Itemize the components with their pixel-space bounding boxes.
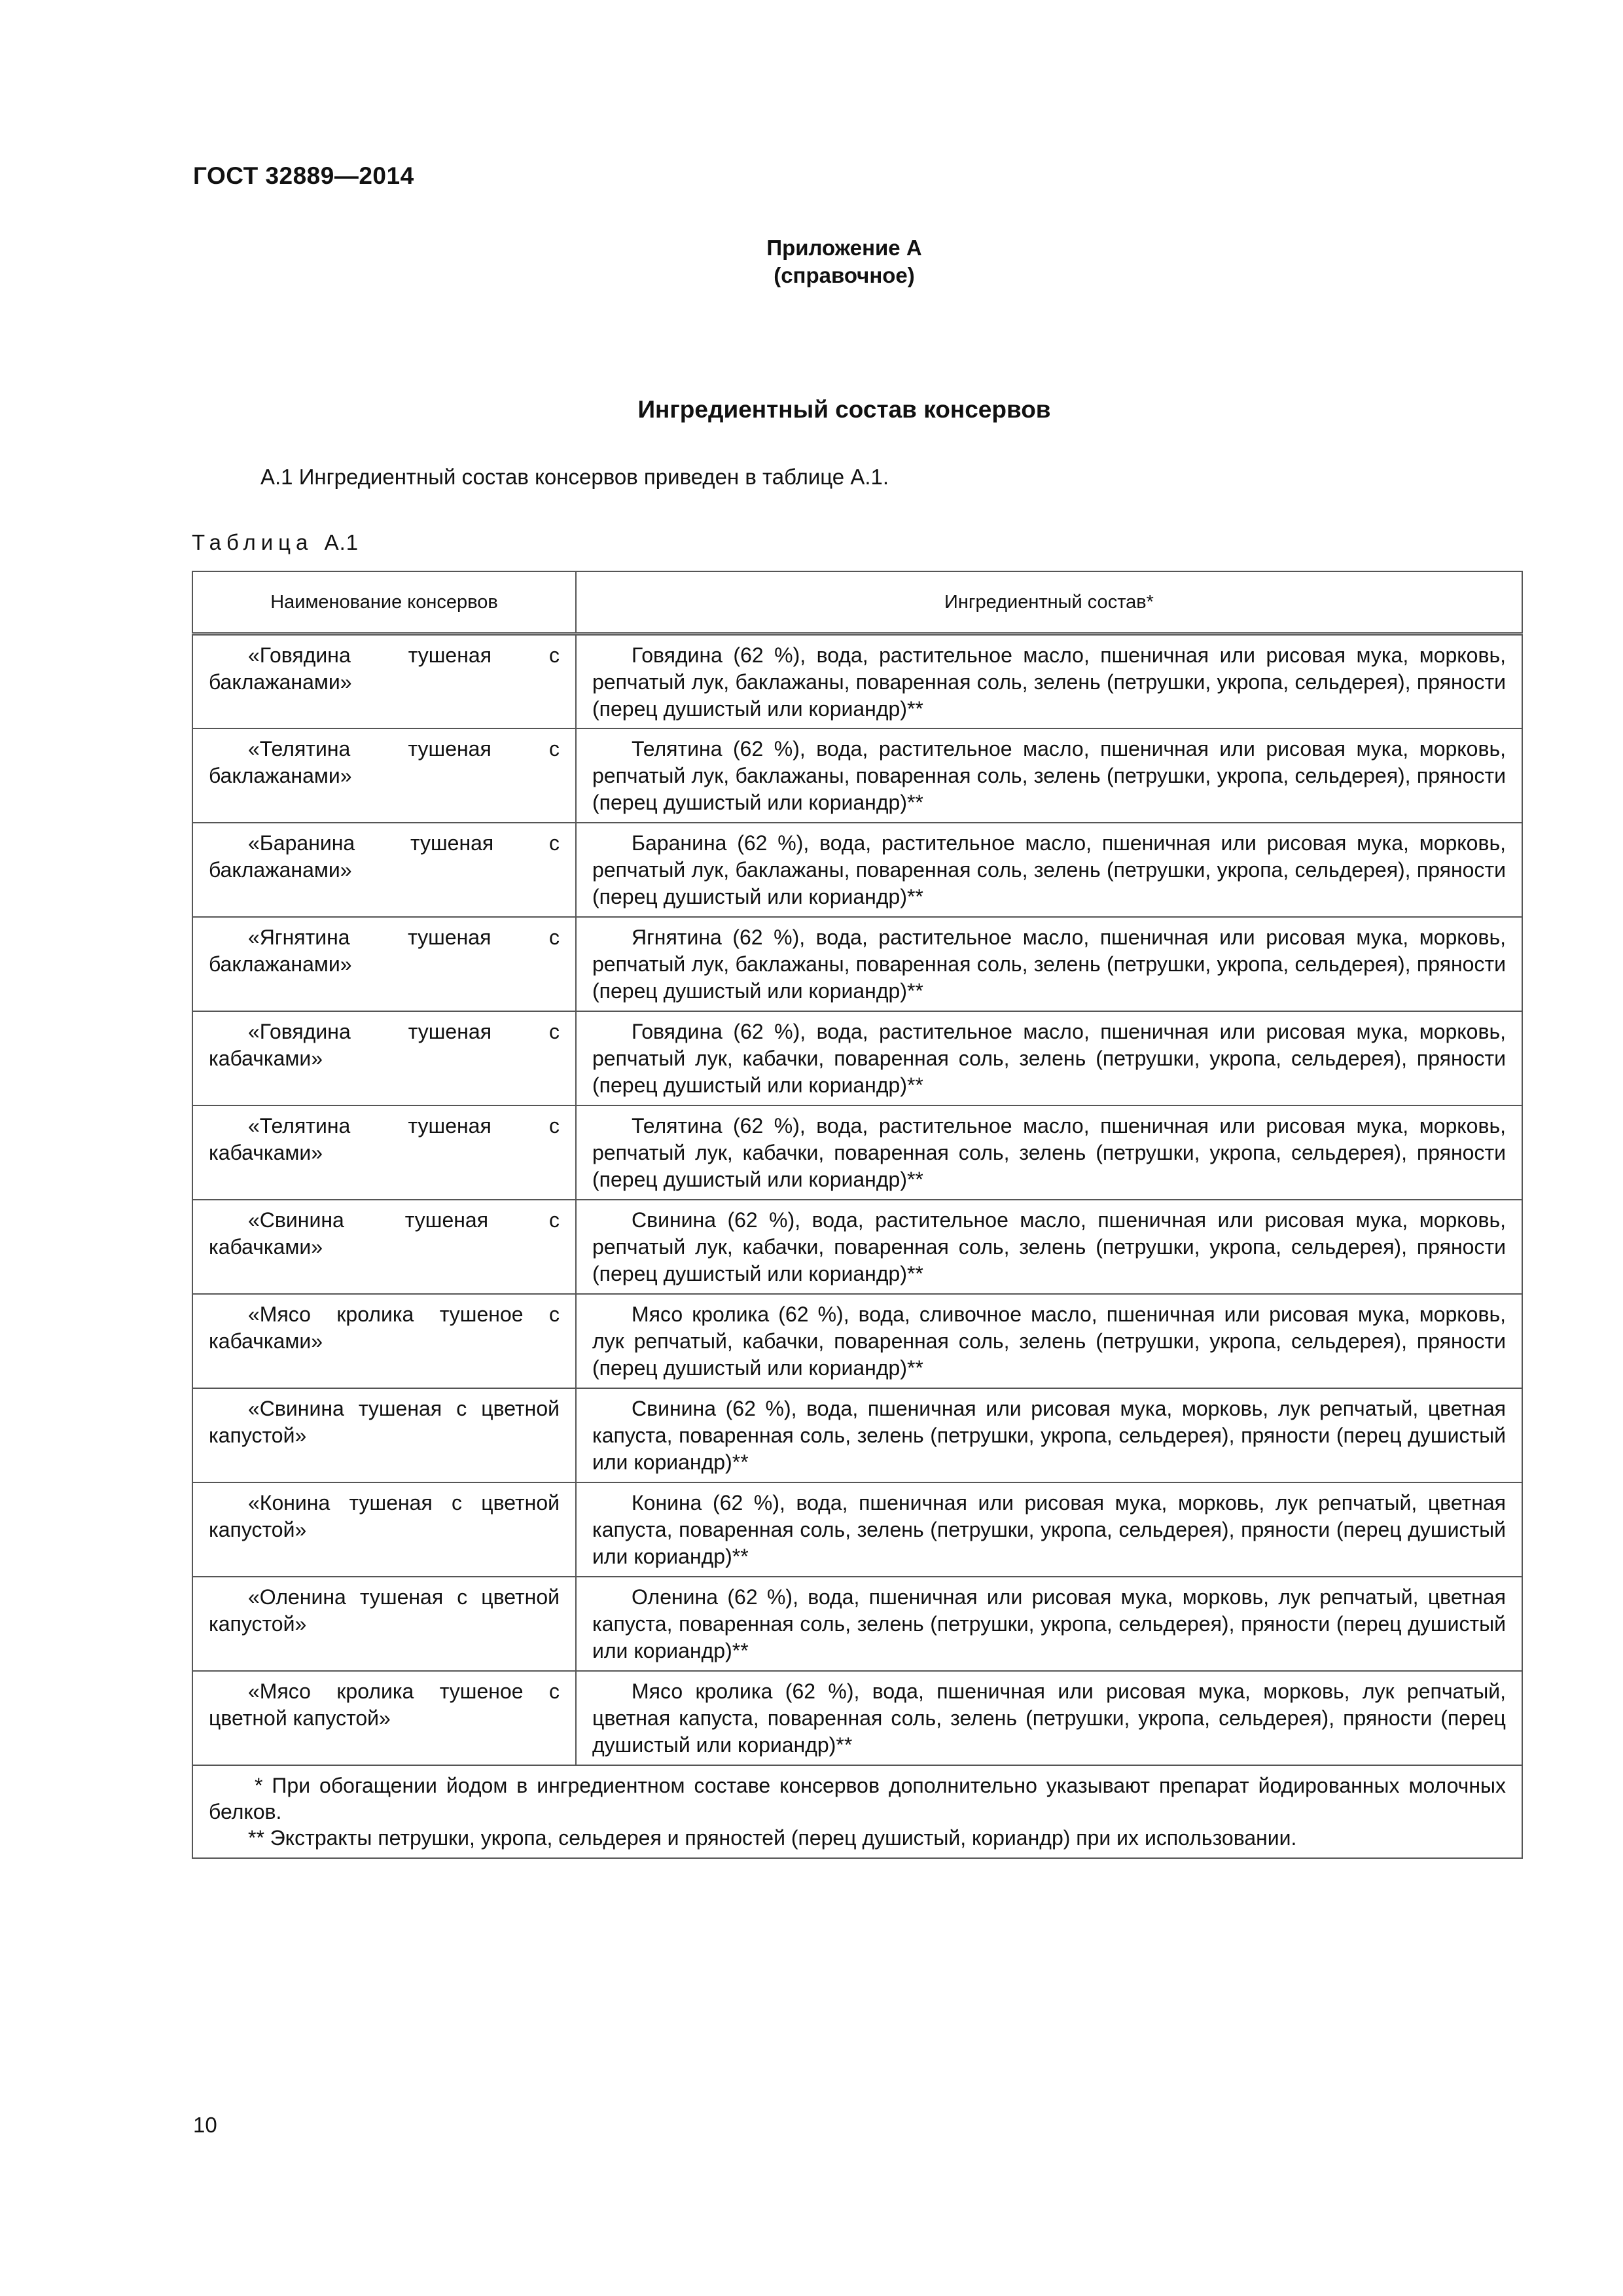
table-note-2: ** Экстракты петрушки, укропа, сельдерея и пряностей (перец душистый, кориандр) при их использовании.: [248, 1825, 1297, 1850]
product-name: «Мясо кролика тушеное с цветной капустой»: [209, 1679, 560, 1730]
composition-cell: [576, 1294, 1522, 1388]
composition-cell: [576, 728, 1522, 823]
product-name-cell: [192, 1011, 576, 1105]
product-name: «Баранина тушеная с баклажанами»: [209, 831, 560, 882]
document-code: ГОСТ 32889—2014: [193, 162, 414, 189]
composition-cell: [576, 1105, 1522, 1200]
composition-text: Баранина (62 %), вода, растительное масло, пшеничная или рисовая мука, морковь, репчатый лук, баклажаны, поваренная соль, зелень (петрушки, укропа, сельдерея), пряности (перец душистый или кориандр)**: [592, 831, 1506, 908]
composition-cell: [576, 1577, 1522, 1671]
composition-text: Конина (62 %), вода, пшеничная или рисовая мука, морковь, лук репчатый, цветная капуста, поваренная соль, зелень (петрушки, укропа, сельдерея), пряности (перец душистый или кориандр)**: [592, 1490, 1506, 1568]
product-name: «Говядина тушеная с баклажанами»: [209, 643, 560, 694]
product-name-cell: [192, 1294, 576, 1388]
composition-cell: [576, 1388, 1522, 1482]
composition-text: Мясо кролика (62 %), вода, сливочное масло, пшеничная или рисовая мука, морковь, лук репчатый, кабачки, поваренная соль, зелень (петрушки, укропа, сельдерея), пряности (перец душистый или кориандр)**: [592, 1302, 1506, 1380]
table-row: [192, 1577, 1522, 1671]
product-name: «Телятина тушеная с кабачками»: [209, 1113, 560, 1164]
table-row: [192, 1388, 1522, 1482]
product-name-cell: [192, 634, 576, 728]
page-number: 10: [193, 2113, 217, 2137]
ingredients-table: [192, 571, 1523, 1859]
composition-cell: [576, 1482, 1522, 1577]
product-name-cell: [192, 1577, 576, 1671]
product-name-cell: [192, 728, 576, 823]
section-title: Ингредиентный состав консервов: [637, 396, 1051, 423]
composition-cell: [576, 1200, 1522, 1294]
table-header-row: [192, 571, 1522, 634]
table-caption-number: А.1: [324, 530, 359, 554]
table-row: [192, 917, 1522, 1011]
table-row: [192, 634, 1522, 728]
table-note-1: * При обогащении йодом в ингредиентном составе консервов дополнительно указывают препарат йодированных молочных белков.: [209, 1773, 1506, 1823]
product-name: «Конина тушеная с цветной капустой»: [209, 1490, 560, 1541]
table-notes: [192, 1765, 1522, 1858]
product-name-cell: [192, 917, 576, 1011]
table-caption-word: Таблица: [192, 530, 313, 554]
annex-kind: (справочное): [774, 263, 915, 287]
column-header-composition: Ингредиентный состав*: [576, 571, 1522, 634]
product-name: «Свинина тушеная с цветной капустой»: [209, 1396, 560, 1447]
table-caption: [192, 530, 359, 555]
composition-text: Говядина (62 %), вода, растительное масло, пшеничная или рисовая мука, морковь, репчатый лук, баклажаны, поваренная соль, зелень (петрушки, укропа, сельдерея), пряности (перец душистый или кориандр)**: [592, 643, 1506, 721]
product-name: «Свинина тушеная с кабачками»: [209, 1208, 560, 1259]
product-name: «Говядина тушеная с кабачками»: [209, 1019, 560, 1070]
composition-text: Говядина (62 %), вода, растительное масло, пшеничная или рисовая мука, морковь, репчатый лук, кабачки, поваренная соль, зелень (петрушки, укропа, сельдерея), пряности (перец душистый или кориандр)**: [592, 1019, 1506, 1097]
composition-cell: [576, 823, 1522, 917]
table-row: [192, 1671, 1522, 1765]
composition-text: Свинина (62 %), вода, растительное масло, пшеничная или рисовая мука, морковь, репчатый лук, кабачки, поваренная соль, зелень (петрушки, укропа, сельдерея), пряности (перец душистый или кориандр)**: [592, 1208, 1506, 1285]
composition-text: Свинина (62 %), вода, пшеничная или рисовая мука, морковь, лук репчатый, цветная капуста, поваренная соль, зелень (петрушки, укропа, сельдерея), пряности (перец душистый или кориандр)**: [592, 1396, 1506, 1474]
annex-title: Приложение А: [766, 236, 922, 260]
product-name: «Оленина тушеная с цветной капустой»: [209, 1585, 560, 1636]
composition-text: Мясо кролика (62 %), вода, пшеничная или рисовая мука, морковь, лук репчатый, цветная капуста, поваренная соль, зелень (петрушки, укропа, сельдерея), пряности (перец душистый или кориандр)**: [592, 1679, 1506, 1757]
table-row: [192, 1011, 1522, 1105]
product-name-cell: [192, 1671, 576, 1765]
composition-cell: [576, 1671, 1522, 1765]
product-name-cell: [192, 1388, 576, 1482]
composition-text: Ягнятина (62 %), вода, растительное масло, пшеничная или рисовая мука, морковь, репчатый лук, баклажаны, поваренная соль, зелень (петрушки, укропа, сельдерея), пряности (перец душистый или кориандр)**: [592, 925, 1506, 1003]
product-name-cell: [192, 1482, 576, 1577]
composition-text: Телятина (62 %), вода, растительное масло, пшеничная или рисовая мука, морковь, репчатый лук, баклажаны, поваренная соль, зелень (петрушки, укропа, сельдерея), пряности (перец душистый или кориандр)**: [592, 736, 1506, 814]
product-name-cell: [192, 1200, 576, 1294]
product-name: «Ягнятина тушеная с баклажанами»: [209, 925, 560, 976]
composition-text: Оленина (62 %), вода, пшеничная или рисовая мука, морковь, лук репчатый, цветная капуста, поваренная соль, зелень (петрушки, укропа, сельдерея), пряности (перец душистый или кориандр)**: [592, 1585, 1506, 1662]
table-row: [192, 1105, 1522, 1200]
table-body: [192, 634, 1522, 1765]
intro-paragraph: А.1 Ингредиентный состав консервов приведен в таблице А.1.: [260, 465, 889, 489]
product-name: «Мясо кролика тушеное с кабачками»: [209, 1302, 560, 1353]
table-notes-row: [192, 1765, 1522, 1858]
product-name: «Телятина тушеная с баклажанами»: [209, 736, 560, 787]
composition-cell: [576, 917, 1522, 1011]
composition-cell: [576, 1011, 1522, 1105]
table-row: [192, 1294, 1522, 1388]
composition-text: Телятина (62 %), вода, растительное масло, пшеничная или рисовая мука, морковь, репчатый лук, кабачки, поваренная соль, зелень (петрушки, укропа, сельдерея), пряности (перец душистый или кориандр)**: [592, 1113, 1506, 1191]
table-row: [192, 728, 1522, 823]
composition-cell: [576, 634, 1522, 728]
table-row: [192, 1200, 1522, 1294]
product-name-cell: [192, 1105, 576, 1200]
column-header-name: Наименование консервов: [192, 571, 576, 634]
product-name-cell: [192, 823, 576, 917]
table-row: [192, 823, 1522, 917]
table-row: [192, 1482, 1522, 1577]
